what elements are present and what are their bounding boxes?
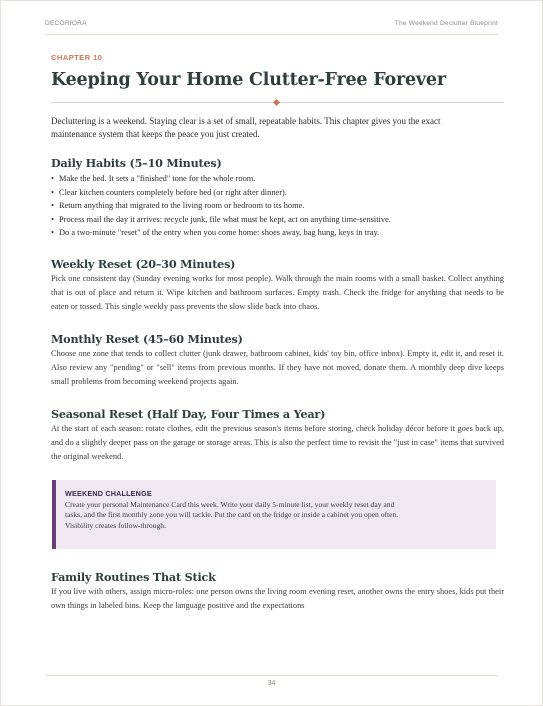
section-heading-family: Family Routines That Stick <box>51 569 216 584</box>
bullet-icon: • <box>51 201 54 211</box>
callout-text <box>65 500 488 532</box>
seasonal-paragraph: At the start of each season: rotate clothes, edit the previous season's items before storing, check holiday décor before it goes back up, and do a slightly deeper pass on the garage or storage areas. This is also the perfect time to revisit the "just in case" items that survived the original weekend. <box>51 423 504 461</box>
list-item <box>51 186 504 200</box>
brand-name: DECORIORA <box>45 20 87 27</box>
list-item <box>51 213 504 227</box>
list-item-text: Clear kitchen counters completely before bed (or right after dinner). <box>59 187 287 197</box>
header-rule <box>45 34 498 35</box>
page-number: 34 <box>267 680 276 687</box>
section-heading-daily: Daily Habits (5–10 Minutes) <box>51 156 222 171</box>
chapter-title: Keeping Your Home Clutter-Free Forever <box>51 70 446 90</box>
intro-line: maintenance system that keeps the peace you just created. <box>51 128 260 139</box>
family-paragraph: If you live with others, assign micro-roles: one person owns the living room evening reset, another owns the entry shoes, kids put their own things in labeled bins. Keep the language positive and the expectations <box>51 586 504 610</box>
list-item <box>51 199 504 213</box>
list-item <box>51 172 504 186</box>
callout-line: Create your personal Maintenance Card this week. Write your daily 5-minute list, your weekly reset day and <box>65 499 395 509</box>
section-heading-seasonal: Seasonal Reset (Half Day, Four Times a Year) <box>51 406 326 421</box>
daily-habits-list <box>51 172 504 240</box>
list-item-text: Return anything that migrated to the living room or bedroom to its home. <box>59 201 305 211</box>
weekly-paragraph: Pick one consistent day (Sunday evening works for most people). Walk through the main rooms with a small basket. Collect anything that is out of place and return it. Wipe kitchen and bathroom surfaces. Empty trash. Check the fridge for anything that needs to be eaten or tossed. This single weekly pass prevents the slow slide back into chaos. <box>51 273 504 311</box>
book-title: The Weekend Declutter Blueprint <box>394 20 498 27</box>
list-item-text: Make the bed. It sets a "finished" tone for the whole room. <box>59 174 256 184</box>
section-heading-monthly: Monthly Reset (45–60 Minutes) <box>51 331 243 346</box>
intro-line: Decluttering is a weekend. Staying clear is a set of small, repeatable habits. This chapter gives you the exact <box>51 116 441 126</box>
list-item-text: Process mail the day it arrives: recycle junk, file what must be kept, act on anything time-sensitive. <box>59 214 391 224</box>
diamond-icon <box>273 98 280 105</box>
footer-rule <box>45 675 498 676</box>
weekend-challenge-callout <box>52 480 496 549</box>
list-item <box>51 226 504 240</box>
bullet-icon: • <box>51 174 54 184</box>
monthly-paragraph: Choose one zone that tends to collect clutter (junk drawer, bathroom cabinet, kids' toy bin, office inbox). Empty it, edit it, and reset it. Also review any "pending" or "sell" items from previous months. If they have not moved, donate them. A monthly deep dive keeps small problems from becoming weekend projects again. <box>51 348 504 386</box>
ornamental-divider <box>51 98 504 107</box>
callout-label: WEEKEND CHALLENGE <box>65 488 152 498</box>
running-header <box>45 20 498 32</box>
chapter-label: CHAPTER 10 <box>51 53 103 62</box>
page-content <box>51 53 504 613</box>
callout-line: tasks, and the first monthly zone you will tackle. Put the card on the fridge or inside a cabinet you open often. <box>65 510 399 520</box>
bullet-icon: • <box>51 187 54 197</box>
section-heading-weekly: Weekly Reset (20–30 Minutes) <box>51 256 236 271</box>
callout-line: Visibility creates follow-through. <box>65 520 166 530</box>
intro-paragraph <box>51 115 504 140</box>
list-item-text: Do a two-minute "reset" of the entry when you come home: shoes away, bag hung, keys in tray. <box>59 228 380 238</box>
bullet-icon: • <box>51 214 54 224</box>
bullet-icon: • <box>51 228 54 238</box>
